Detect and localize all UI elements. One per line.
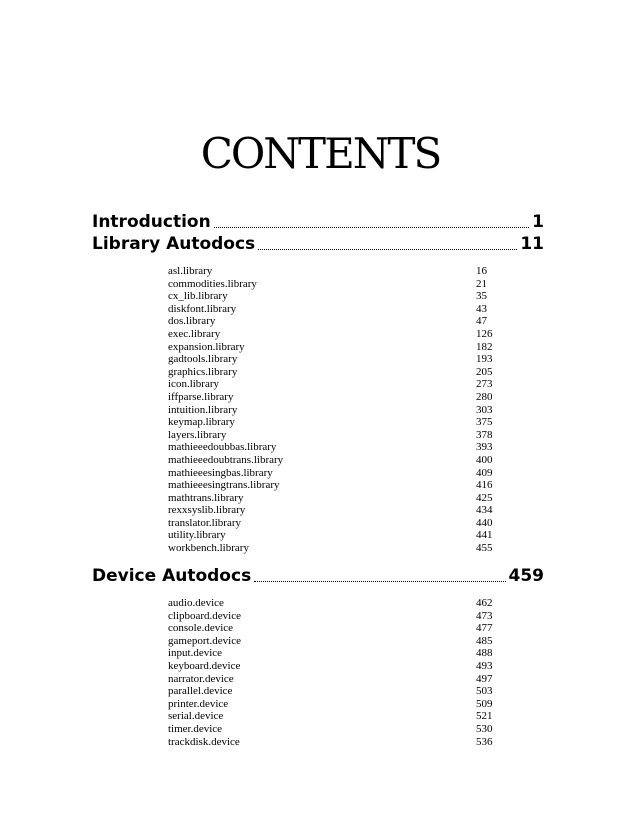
toc-subentry[interactable] [168,391,498,404]
toc-subentry[interactable] [168,290,498,303]
toc-subentry[interactable] [168,328,498,341]
toc-subentry-page: 425 [476,491,493,504]
toc-subentry-name: iffparse.library [168,390,234,403]
toc-subentry[interactable] [168,315,498,328]
toc-subentry[interactable] [168,622,498,635]
toc-subentry-name: gadtools.library [168,353,238,366]
toc-subentry-page: 205 [476,365,493,378]
toc-subentry-name: mathieeedoubtrans.library [168,453,284,466]
toc-entry-device-autodocs[interactable] [92,564,544,588]
toc-subentry-page: 440 [476,516,493,529]
toc-subentry-page: 462 [476,597,493,609]
toc-subentry-name: translator.library [168,516,242,529]
toc-subentry[interactable] [168,635,498,648]
toc-subentry-page: 21 [476,277,487,290]
toc-subentry-page: 416 [476,479,493,492]
toc-subentry-page: 43 [476,302,487,315]
toc-subentry[interactable] [168,517,498,530]
toc-subentry[interactable] [168,265,498,278]
toc-subentry-page: 303 [476,403,493,416]
toc-subentry-page: 280 [476,390,493,403]
toc-subentry-page: 488 [476,647,493,660]
toc-subentry[interactable] [168,647,498,660]
toc-subentry-name: graphics.library [168,365,238,378]
toc-subentry-name: console.device [168,622,234,635]
toc-subentry[interactable] [168,542,498,555]
toc-subentry-name: layers.library [168,428,227,441]
toc-subentry-page: 434 [476,504,493,517]
toc-subentry[interactable] [168,529,498,542]
toc-subentry[interactable] [168,366,498,379]
toc-subentry-name: gameport.device [168,634,241,647]
toc-subentry-page: 375 [476,416,493,429]
toc-subentry[interactable] [168,467,498,480]
toc-subentry[interactable] [168,723,498,736]
toc-subentry[interactable] [168,610,498,623]
toc-subentry[interactable] [168,597,498,610]
toc-subentry[interactable] [168,698,498,711]
toc-subentry[interactable] [168,673,498,686]
toc-entry-introduction[interactable] [92,210,544,234]
toc-subentry-name: asl.library [168,265,213,277]
toc-subentry[interactable] [168,479,498,492]
toc-entry-page: 11 [520,234,544,254]
toc-subentry-page: 473 [476,609,493,622]
toc-subentry-name: mathieeesingbas.library [168,466,273,479]
toc-subentry[interactable] [168,660,498,673]
toc-subentry[interactable] [168,685,498,698]
toc-subentry-page: 477 [476,622,493,635]
toc-subentry-name: commodities.library [168,277,257,290]
toc-subentry-page: 16 [476,265,487,277]
toc-subentry[interactable] [168,404,498,417]
toc-subentry-page: 455 [476,542,493,555]
toc-subentry-name: timer.device [168,722,223,735]
dot-leader [254,581,505,582]
toc-subentry-page: 536 [476,735,493,748]
toc-subentry-name: icon.library [168,378,220,391]
toc-subentry-page: 182 [476,340,493,353]
toc-subentry[interactable] [168,441,498,454]
toc-subentry-name: input.device [168,647,223,660]
toc-subentry-page: 47 [476,315,487,328]
toc-subentry-page: 497 [476,672,493,685]
toc-subentry-name: clipboard.device [168,609,241,622]
toc-subentry-name: narrator.device [168,672,234,685]
toc-subentry-name: dos.library [168,315,216,328]
toc-subentry-name: keyboard.device [168,659,241,672]
toc-subentry-name: cx_lib.library [168,290,228,303]
toc-subentry-name: mathieeedoubbas.library [168,441,277,454]
toc-subentry[interactable] [168,504,498,517]
toc-subentry-name: exec.library [168,327,221,340]
toc-subentry-page: 530 [476,722,493,735]
toc-subentry-page: 441 [476,529,493,542]
toc-subentry-name: trackdisk.device [168,735,240,748]
toc-subentry-name: serial.device [168,710,224,723]
toc-subentry[interactable] [168,378,498,391]
toc-subentry[interactable] [168,736,498,749]
toc-subentry-name: intuition.library [168,403,238,416]
toc-entry-library-autodocs[interactable] [92,232,544,256]
toc-subentry-name: audio.device [168,597,224,609]
toc-subentry-page: 400 [476,453,493,466]
toc-entry-label: Introduction [92,212,211,232]
toc-subentry-page: 485 [476,634,493,647]
toc-subentry[interactable] [168,492,498,505]
toc-subentry-name: mathtrans.library [168,491,244,504]
toc-subentry-page: 503 [476,685,493,698]
toc-subentry[interactable] [168,710,498,723]
toc-subentry-name: keymap.library [168,416,235,429]
toc-subentry-page: 521 [476,710,493,723]
toc-subentry[interactable] [168,416,498,429]
toc-entry-label: Library Autodocs [92,234,256,254]
toc-subentry-name: mathieeesingtrans.library [168,479,280,492]
toc-subentry-page: 126 [476,327,493,340]
toc-subentry-page: 193 [476,353,493,366]
toc-entry-page: 1 [532,212,544,232]
toc-subentry-name: diskfont.library [168,302,237,315]
toc-subentry-name: printer.device [168,697,229,710]
toc-subentry[interactable] [168,429,498,442]
toc-subentry-name: utility.library [168,529,226,542]
toc-subentry-page: 493 [476,659,493,672]
toc-subentry-name: workbench.library [168,542,249,555]
dot-leader [258,249,517,250]
toc-subentry-name: parallel.device [168,685,233,698]
toc-subentry-page: 409 [476,466,493,479]
toc-subentry-page: 378 [476,428,493,441]
toc-subentry[interactable] [168,278,498,291]
device-autodocs-list [168,597,498,748]
toc-subentry[interactable] [168,341,498,354]
toc-subentry[interactable] [168,303,498,316]
toc-subentry[interactable] [168,454,498,467]
toc-subentry-page: 273 [476,378,493,391]
library-autodocs-list [168,265,498,555]
toc-subentry-page: 509 [476,697,493,710]
toc-subentry-name: expansion.library [168,340,245,353]
toc-subentry-page: 35 [476,290,487,303]
toc-entry-label: Device Autodocs [92,566,252,586]
toc-subentry[interactable] [168,353,498,366]
toc-entry-page: 459 [508,566,544,586]
page-title: CONTENTS [200,129,441,178]
dot-leader [214,227,529,228]
toc-subentry-page: 393 [476,441,493,454]
toc-subentry-name: rexxsyslib.library [168,504,246,517]
